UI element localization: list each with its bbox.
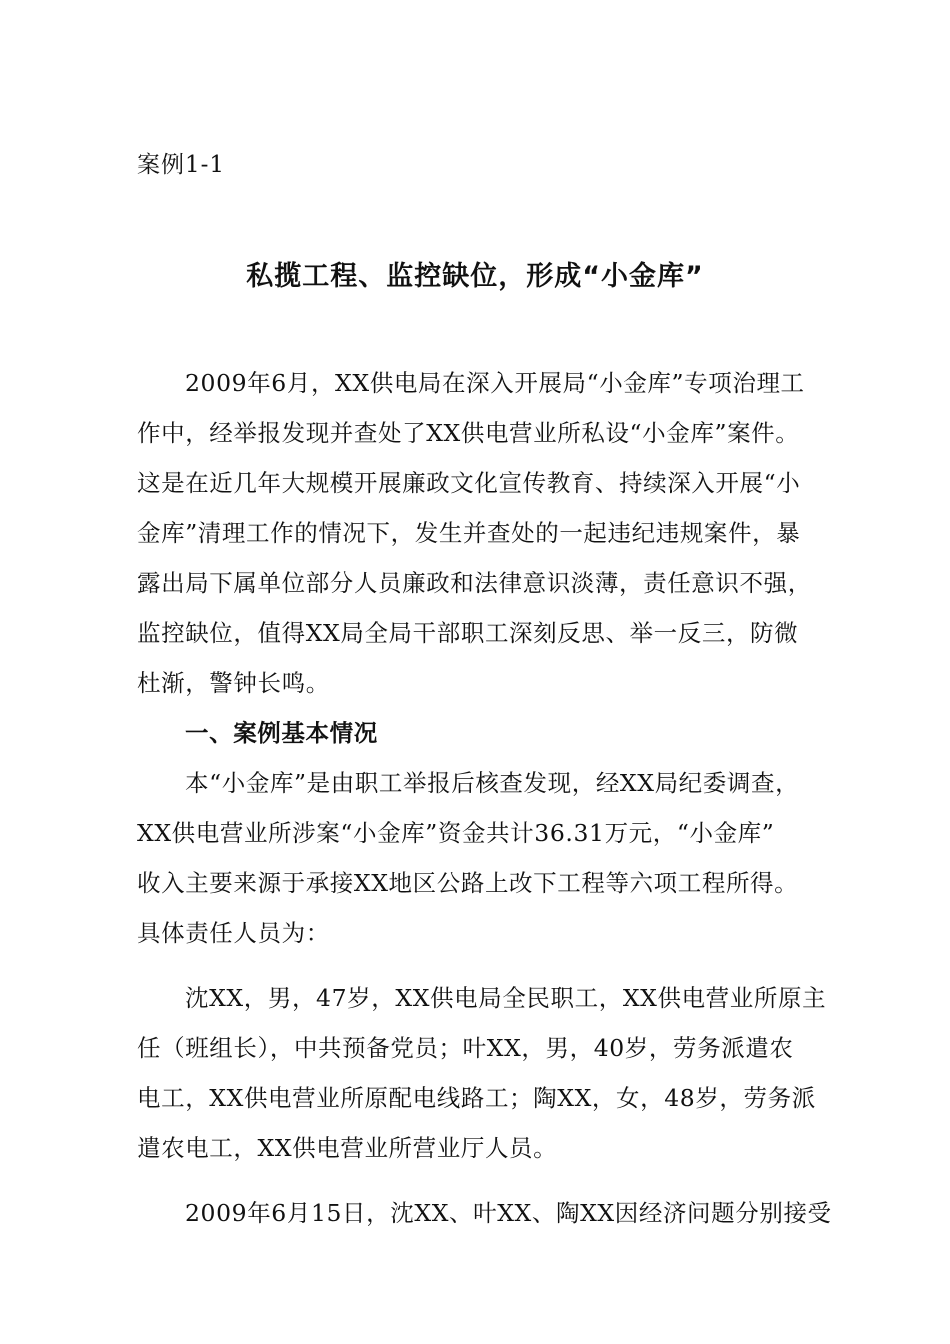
case-label: 案例1-1 — [137, 152, 226, 178]
text-line: XX供电营业所涉案“小金库”资金共计36.31万元，“小金库” — [137, 819, 775, 847]
text-line: 杜渐，警钟长鸣。 — [137, 669, 330, 697]
text-line: 任（班组长），中共预备党员；叶XX，男，40岁，劳务派遣农 — [137, 1034, 794, 1062]
text-line: 露出局下属单位部分人员廉政和法律意识淡薄，责任意识不强， — [137, 569, 812, 597]
paragraph-persons — [137, 973, 827, 1173]
text-line: 金库”清理工作的情况下，发生并查处的一起违纪违规案件，暴 — [137, 519, 801, 547]
paragraph-intro — [137, 358, 827, 708]
text-line: 作中，经举报发现并查处了XX供电营业所私设“小金库”案件。 — [137, 419, 800, 447]
text-line: 本“小金库”是由职工举报后核查发现，经XX局纪委调查， — [185, 769, 800, 797]
document-body — [137, 358, 832, 1238]
paragraph-date — [137, 1188, 832, 1238]
text-line: 这是在近几年大规模开展廉政文化宣传教育、持续深入开展“小 — [137, 469, 801, 497]
text-line: 遣农电工，XX供电营业所营业厅人员。 — [137, 1134, 558, 1162]
text-line: 收入主要来源于承接XX地区公路上改下工程等六项工程所得。 — [137, 869, 799, 897]
document-title: 私揽工程、监控缺位，形成“小金库” — [246, 261, 704, 292]
paragraph-basic-info — [137, 758, 827, 958]
paragraph-gap — [137, 1173, 827, 1188]
paragraph-gap — [137, 958, 827, 973]
section-heading: 一、案例基本情况 — [185, 719, 378, 747]
text-line: 2009年6月15日，沈XX、叶XX、陶XX因经济问题分别接受 — [185, 1199, 832, 1227]
text-line: 电工，XX供电营业所原配电线路工；陶XX，女，48岁，劳务派 — [137, 1084, 816, 1112]
text-line: 2009年6月，XX供电局在深入开展局“小金库”专项治理工 — [185, 369, 805, 397]
text-line: 具体责任人员为： — [137, 919, 330, 947]
text-line: 监控缺位，值得XX局全局干部职工深刻反思、举一反三，防微 — [137, 619, 799, 647]
text-line: 沈XX，男，47岁，XX供电局全民职工，XX供电营业所原主 — [185, 984, 827, 1012]
